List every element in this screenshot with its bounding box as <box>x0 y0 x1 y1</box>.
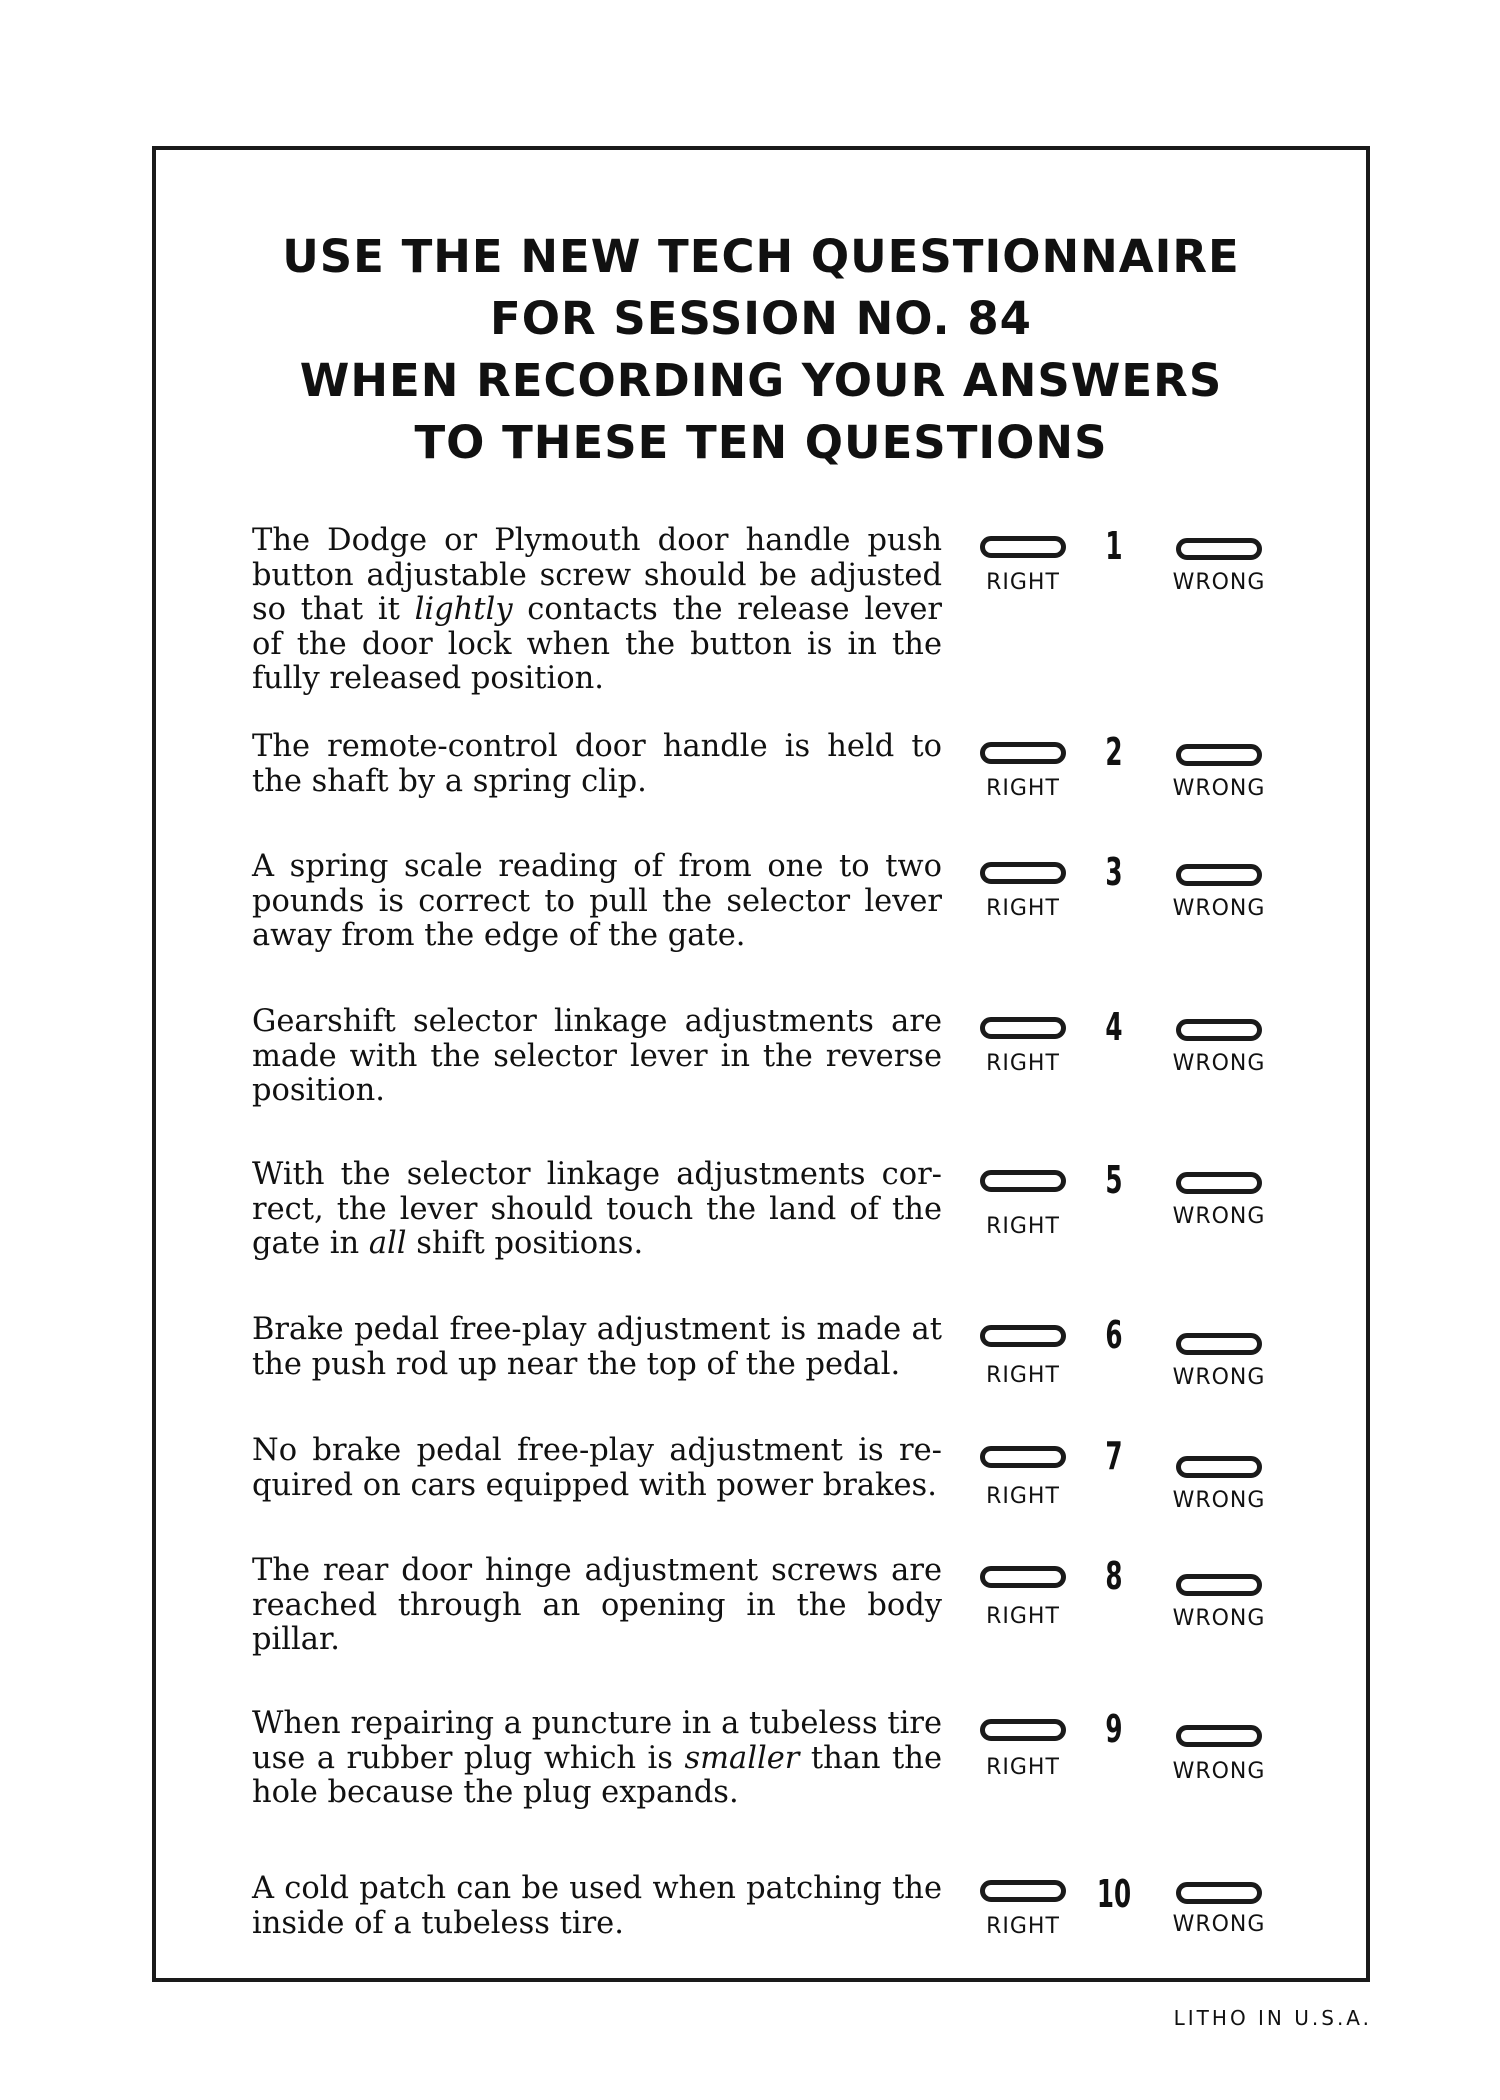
right-answer-slot[interactable] <box>980 1566 1066 1588</box>
right-answer-slot[interactable] <box>980 1880 1066 1902</box>
wrong-answer-slot[interactable] <box>1176 1725 1262 1747</box>
wrong-answer-slot[interactable] <box>1176 1172 1262 1194</box>
question-text-emphasis: all <box>368 1226 407 1261</box>
question-number: 3 <box>1105 850 1123 894</box>
question-number: 8 <box>1105 1554 1123 1598</box>
question-number: 9 <box>1105 1707 1123 1751</box>
wrong-answer-slot[interactable] <box>1176 744 1262 766</box>
question-text <box>252 1158 942 1262</box>
question-3 <box>252 850 1352 990</box>
heading-line-3: WHEN RECORDING YOUR ANSWERS <box>299 354 1223 407</box>
right-answer-slot[interactable] <box>980 1719 1066 1741</box>
question-5 <box>252 1158 1352 1298</box>
wrong-label: WRONG <box>1172 570 1266 595</box>
wrong-label: WRONG <box>1172 1912 1266 1937</box>
question-number: 5 <box>1105 1158 1123 1202</box>
wrong-answer-slot[interactable] <box>1176 538 1262 560</box>
question-text: A cold patch can be used when patching the inside of a tubeless tire. <box>252 1871 942 1941</box>
question-text-part: With the selector linkage adjustments cor-rect, the lever should touch the land of the gate in <box>252 1157 942 1261</box>
right-answer-slot[interactable] <box>980 536 1066 558</box>
right-answer-slot[interactable] <box>980 1170 1066 1192</box>
right-label: RIGHT <box>986 1363 1060 1388</box>
wrong-label: WRONG <box>1172 776 1266 801</box>
questionnaire-heading <box>156 226 1366 474</box>
question-10 <box>252 1872 1352 2012</box>
question-number: 10 <box>1096 1872 1132 1916</box>
printer-imprint: LITHO IN U.S.A. <box>1173 2006 1372 2030</box>
question-6 <box>252 1313 1352 1453</box>
question-text: Gearshift selector linkage adjustments are made with the selector lever in the reverse position. <box>252 1004 942 1108</box>
question-text <box>252 524 942 697</box>
wrong-label: WRONG <box>1172 1488 1266 1513</box>
wrong-answer-slot[interactable] <box>1176 864 1262 886</box>
question-text-part: than the hole because the plug expands. <box>252 1740 942 1810</box>
question-number: 4 <box>1105 1005 1123 1049</box>
question-number: 1 <box>1105 524 1123 568</box>
question-text: A spring scale reading of from one to two pounds is correct to pull the selector lever away from the edge of the gate. <box>252 849 942 953</box>
wrong-answer-slot[interactable] <box>1176 1019 1262 1041</box>
question-text-part: shift positions. <box>406 1226 644 1261</box>
right-label: RIGHT <box>986 1755 1060 1780</box>
heading-line-2: FOR SESSION NO. 84 <box>490 292 1032 345</box>
right-answer-slot[interactable] <box>980 742 1066 764</box>
question-4 <box>252 1005 1352 1145</box>
wrong-answer-slot[interactable] <box>1176 1882 1262 1904</box>
right-answer-slot[interactable] <box>980 1017 1066 1039</box>
right-label: RIGHT <box>986 1484 1060 1509</box>
right-answer-slot[interactable] <box>980 1446 1066 1468</box>
wrong-answer-slot[interactable] <box>1176 1574 1262 1596</box>
question-text: The remote-control door handle is held to the shaft by a spring clip. <box>252 729 942 799</box>
right-answer-slot[interactable] <box>980 1325 1066 1347</box>
question-text: No brake pedal free-play adjustment is re-quired on cars equipped with power brakes. <box>252 1433 942 1503</box>
question-text: The rear door hinge adjustment screws are reached through an opening in the body pillar. <box>252 1553 942 1657</box>
heading-line-4: TO THESE TEN QUESTIONS <box>414 416 1108 469</box>
right-label: RIGHT <box>986 1604 1060 1629</box>
right-answer-slot[interactable] <box>980 862 1066 884</box>
question-text-part: The Dodge or Plymouth door handle push button adjustable screw should be adjusted so that it <box>252 523 942 627</box>
wrong-label: WRONG <box>1172 1606 1266 1631</box>
question-text: Brake pedal free-play adjustment is made at the push rod up near the top of the pedal. <box>252 1312 942 1382</box>
right-label: RIGHT <box>986 570 1060 595</box>
question-number: 2 <box>1105 730 1123 774</box>
question-number: 7 <box>1105 1434 1123 1478</box>
question-text-emphasis: smaller <box>684 1740 800 1776</box>
right-label: RIGHT <box>986 776 1060 801</box>
question-9 <box>252 1707 1352 1847</box>
wrong-label: WRONG <box>1172 1365 1266 1390</box>
question-text-part: When repairing a puncture in a tubeless tire use a rubber plug which is <box>252 1706 942 1776</box>
wrong-label: WRONG <box>1172 1051 1266 1076</box>
question-8 <box>252 1554 1352 1694</box>
heading-line-1: USE THE NEW TECH QUESTIONNAIRE <box>282 230 1240 283</box>
question-text-part: contacts the release lever of the door lock when the button is in the fully released position. <box>252 592 943 696</box>
wrong-label: WRONG <box>1172 1204 1266 1229</box>
right-label: RIGHT <box>986 1051 1060 1076</box>
question-text-emphasis: lightly <box>414 592 513 627</box>
wrong-label: WRONG <box>1172 1759 1266 1784</box>
right-label: RIGHT <box>986 1914 1060 1939</box>
right-label: RIGHT <box>986 896 1060 921</box>
right-label: RIGHT <box>986 1214 1060 1239</box>
wrong-answer-slot[interactable] <box>1176 1456 1262 1478</box>
questionnaire-frame <box>152 146 1370 1982</box>
question-number: 6 <box>1105 1313 1123 1357</box>
wrong-label: WRONG <box>1172 896 1266 921</box>
question-1 <box>252 523 1352 696</box>
wrong-answer-slot[interactable] <box>1176 1333 1262 1355</box>
question-text <box>252 1707 942 1811</box>
